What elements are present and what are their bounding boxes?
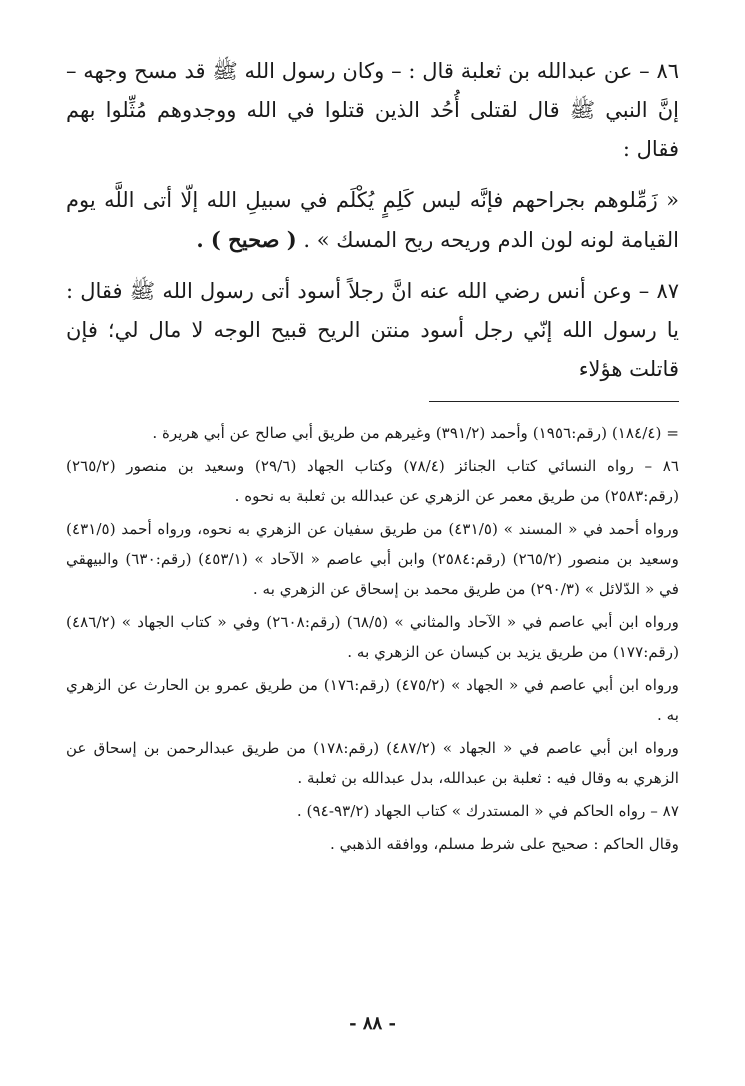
footnote-line: ٨٦ – رواه النسائي كتاب الجنائز (٧٨/٤) وكتاب الجهاد (٢٩/٦) وسعيد بن منصور (٢٦٥/٢) (رقم:٢٥٨٣) من طريق معمر عن الزهري عن عبدالله بن ثعلبة به نحوه . [66,457,680,505]
footnote-line: = (١٨٤/٤) (رقم:١٩٥٦) وأحمد (٣٩١/٢) وغيرهم من طريق أبي صالح عن أبي هريرة . [152,424,679,442]
footnote-line: ورواه ابن أبي عاصم في « الآحاد والمثاني » (٦٨/٥) (رقم:٢٦٠٨) وفي « كتاب الجهاد » (٤٨٦/٢) (رقم:١٧٧) من طريق يزيد بن كيسان عن الزهري به . [66,613,679,661]
footnote-line: ورواه أحمد في « المسند » (٤٣١/٥) من طريق سفيان عن الزهري به نحوه، ورواه أحمد (٤٣١/٥) وسعيد بن منصور (٢٦٥/٢) (رقم:٢٥٨٤) وابن أبي عاصم « الآحاد » (٤٥٣/١) (رقم:٦٣٠) والبيهقي في « الدّلائل » (٢٩٠/٣) من طريق محمد بن إسحاق عن الزهري به . [66,520,679,598]
footnote-line: ٨٧ – رواه الحاكم في « المستدرك » كتاب الجهاد (٩٣/٢-٩٤) . [296,802,679,820]
main-text [66,52,679,389]
footnote-separator [429,401,679,402]
footnote-line: ورواه ابن أبي عاصم في « الجهاد » (٤٧٥/٢) (رقم:١٧٦) من طريق عمرو بن الحارث عن الزهري به . [66,676,679,724]
page-number: - ٨٨ - [349,1013,396,1034]
hadith-86-grade: ( صحيح ) . [196,227,297,252]
footnotes [66,418,679,859]
hadith-87-text: ٨٧ – وعن أنس رضي الله عنه انَّ رجلاً أسود أتى رسول الله ﷺ فقال : يا رسول الله إنّي رجل أسود منتن الريح قبيح الوجه لا مال لي؛ فإن قاتلت هؤلاء [66,279,679,381]
hadith-86-quote-paragraph [66,181,679,260]
hadith-86-quote: « زَمِّلوهم بجراحهم فإنَّه ليس كَلِمٍ يُكْلَم في سبيلِ الله إلّا أتى اللَّه يوم القيامة لونه لون الدم وريحه ريح المسك » . [66,188,679,252]
footnote-line: ورواه ابن أبي عاصم في « الجهاد » (٤٨٧/٢) (رقم:١٧٨) من طريق عبدالرحمن بن إسحاق عن الزهري به وقال فيه : ثعلبة بن عبدالله، بدل عبدالله بن ثعلبة . [66,739,680,787]
footnote-line: وقال الحاكم : صحيح على شرط مسلم، ووافقه الذهبي . [329,835,679,853]
hadith-86-intro: ٨٦ – عن عبدالله بن ثعلبة قال : – وكان رسول الله ﷺ قد مسح وجهه – إنَّ النبي ﷺ قال لقتلى أُحُد الذين قتلوا في الله ووجدوهم مُثِّلوا بهم فقال : [66,59,679,161]
